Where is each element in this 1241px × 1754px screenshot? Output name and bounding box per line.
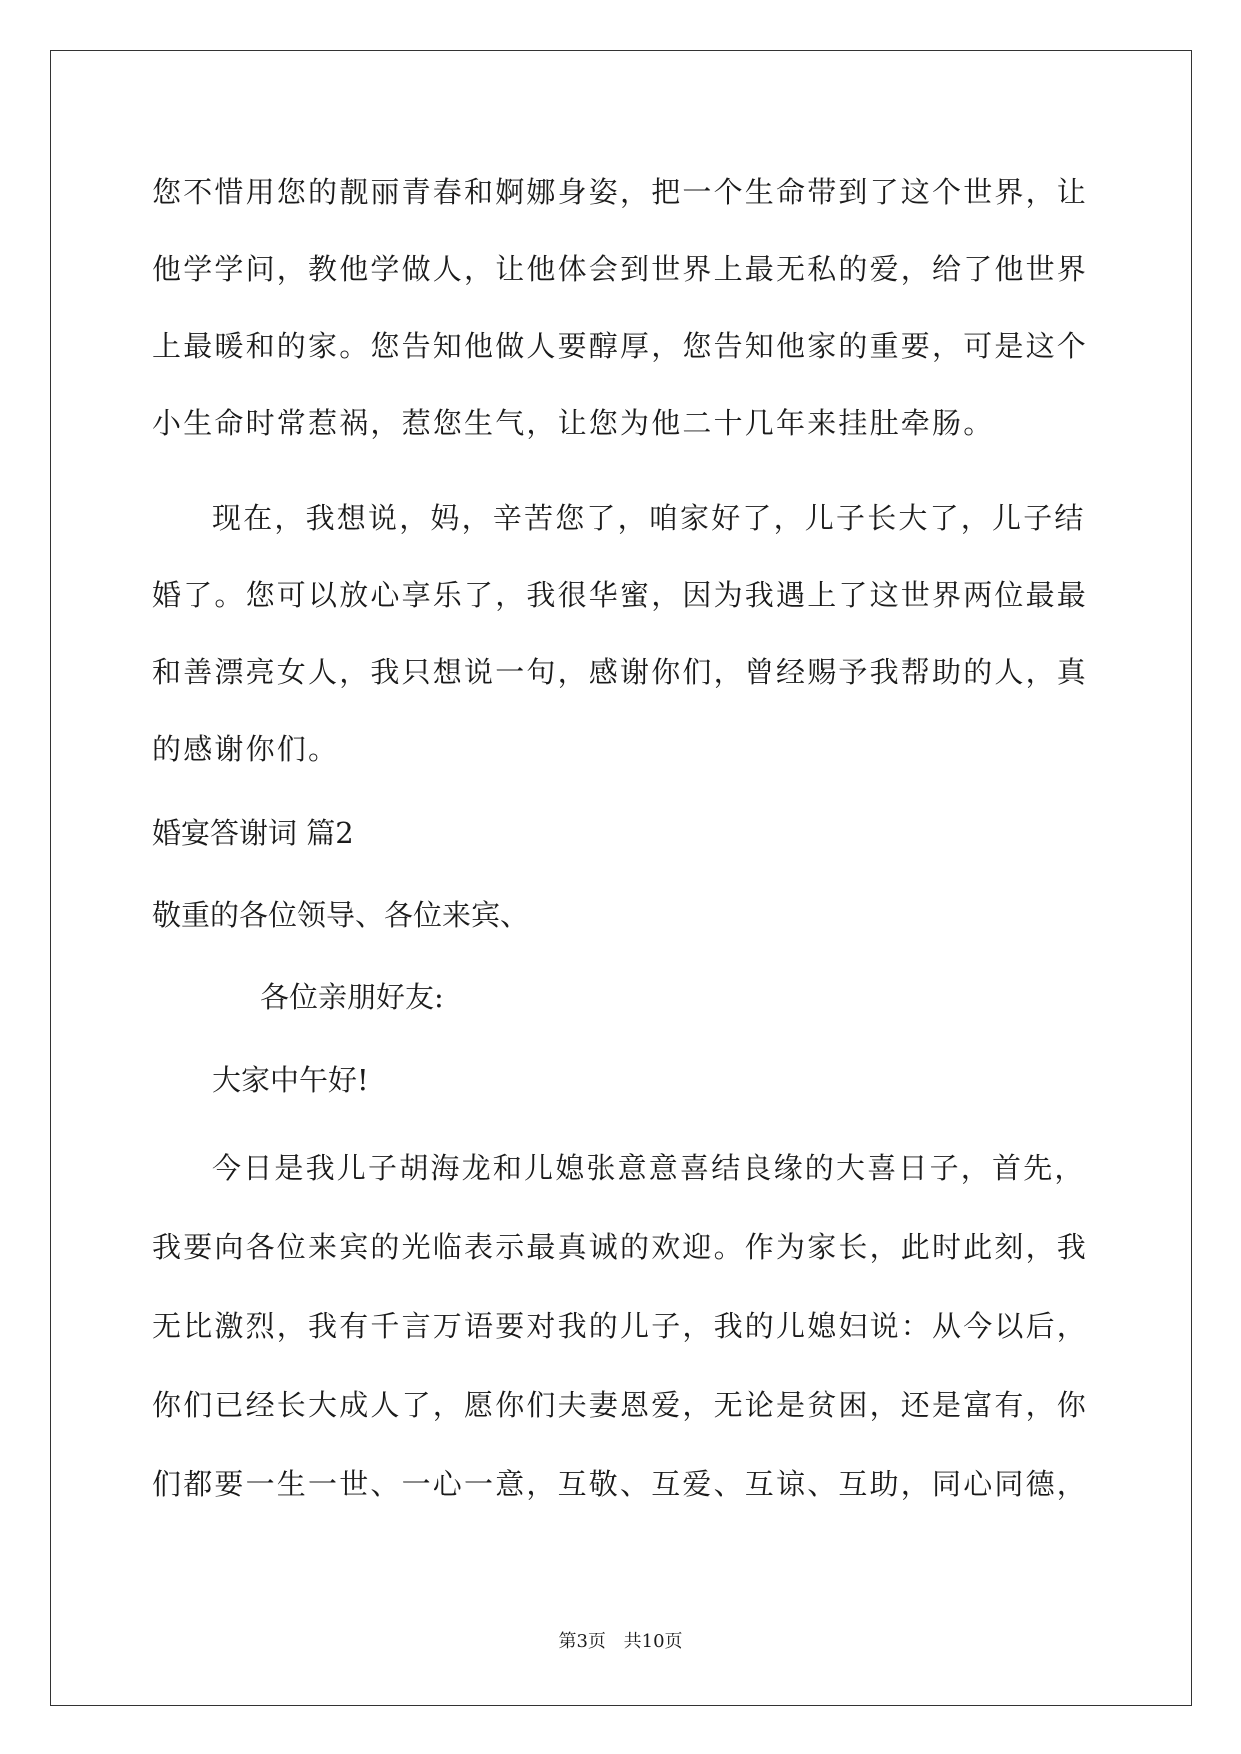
salutation: 各位亲朋好友:	[260, 980, 444, 1014]
body-line: 小生命时常惹祸，惹您生气，让您为他二十几年来挂肚牵肠。	[152, 406, 995, 440]
body-line: 无比激烈，我有千言万语要对我的儿子，我的儿媳妇说：从今以后，	[152, 1309, 1089, 1343]
body-line: 您不惜用您的靓丽青春和婀娜身姿，把一个生命带到了这个世界，让	[152, 175, 1089, 209]
body-line: 今日是我儿子胡海龙和儿媳张意意喜结良缘的大喜日子，首先，	[212, 1151, 1086, 1185]
body-line: 们都要一生一世、一心一意，互敬、互爱、互谅、互助，同心同德，	[152, 1467, 1089, 1501]
body-line: 和善漂亮女人，我只想说一句，感谢你们，曾经赐予我帮助的人，真	[152, 655, 1089, 689]
body-line: 你们已经长大成人了，愿你们夫妻恩爱，无论是贫困，还是富有，你	[152, 1388, 1089, 1422]
body-line: 现在，我想说，妈，辛苦您了，咱家好了，儿子长大了，儿子结	[212, 501, 1086, 535]
body-line: 上最暖和的家。您告知他做人要醇厚，您告知他家的重要，可是这个	[152, 329, 1089, 363]
body-line: 婚了。您可以放心享乐了，我很华蜜，因为我遇上了这世界两位最最	[152, 578, 1089, 612]
section-heading: 婚宴答谢词 篇2	[152, 816, 354, 850]
page-total: 共10页	[623, 1631, 683, 1652]
page-footer	[0, 1630, 1241, 1654]
page-number: 第3页	[558, 1631, 606, 1652]
greeting: 大家中午好!	[212, 1063, 369, 1097]
body-line: 他学学问，教他学做人，让他体会到世界上最无私的爱，给了他世界	[152, 252, 1089, 286]
page-border	[50, 50, 1192, 1706]
body-line: 我要向各位来宾的光临表示最真诚的欢迎。作为家长，此时此刻，我	[152, 1230, 1089, 1264]
body-line: 的感谢你们。	[152, 732, 340, 766]
salutation: 敬重的各位领导、各位来宾、	[152, 898, 530, 932]
